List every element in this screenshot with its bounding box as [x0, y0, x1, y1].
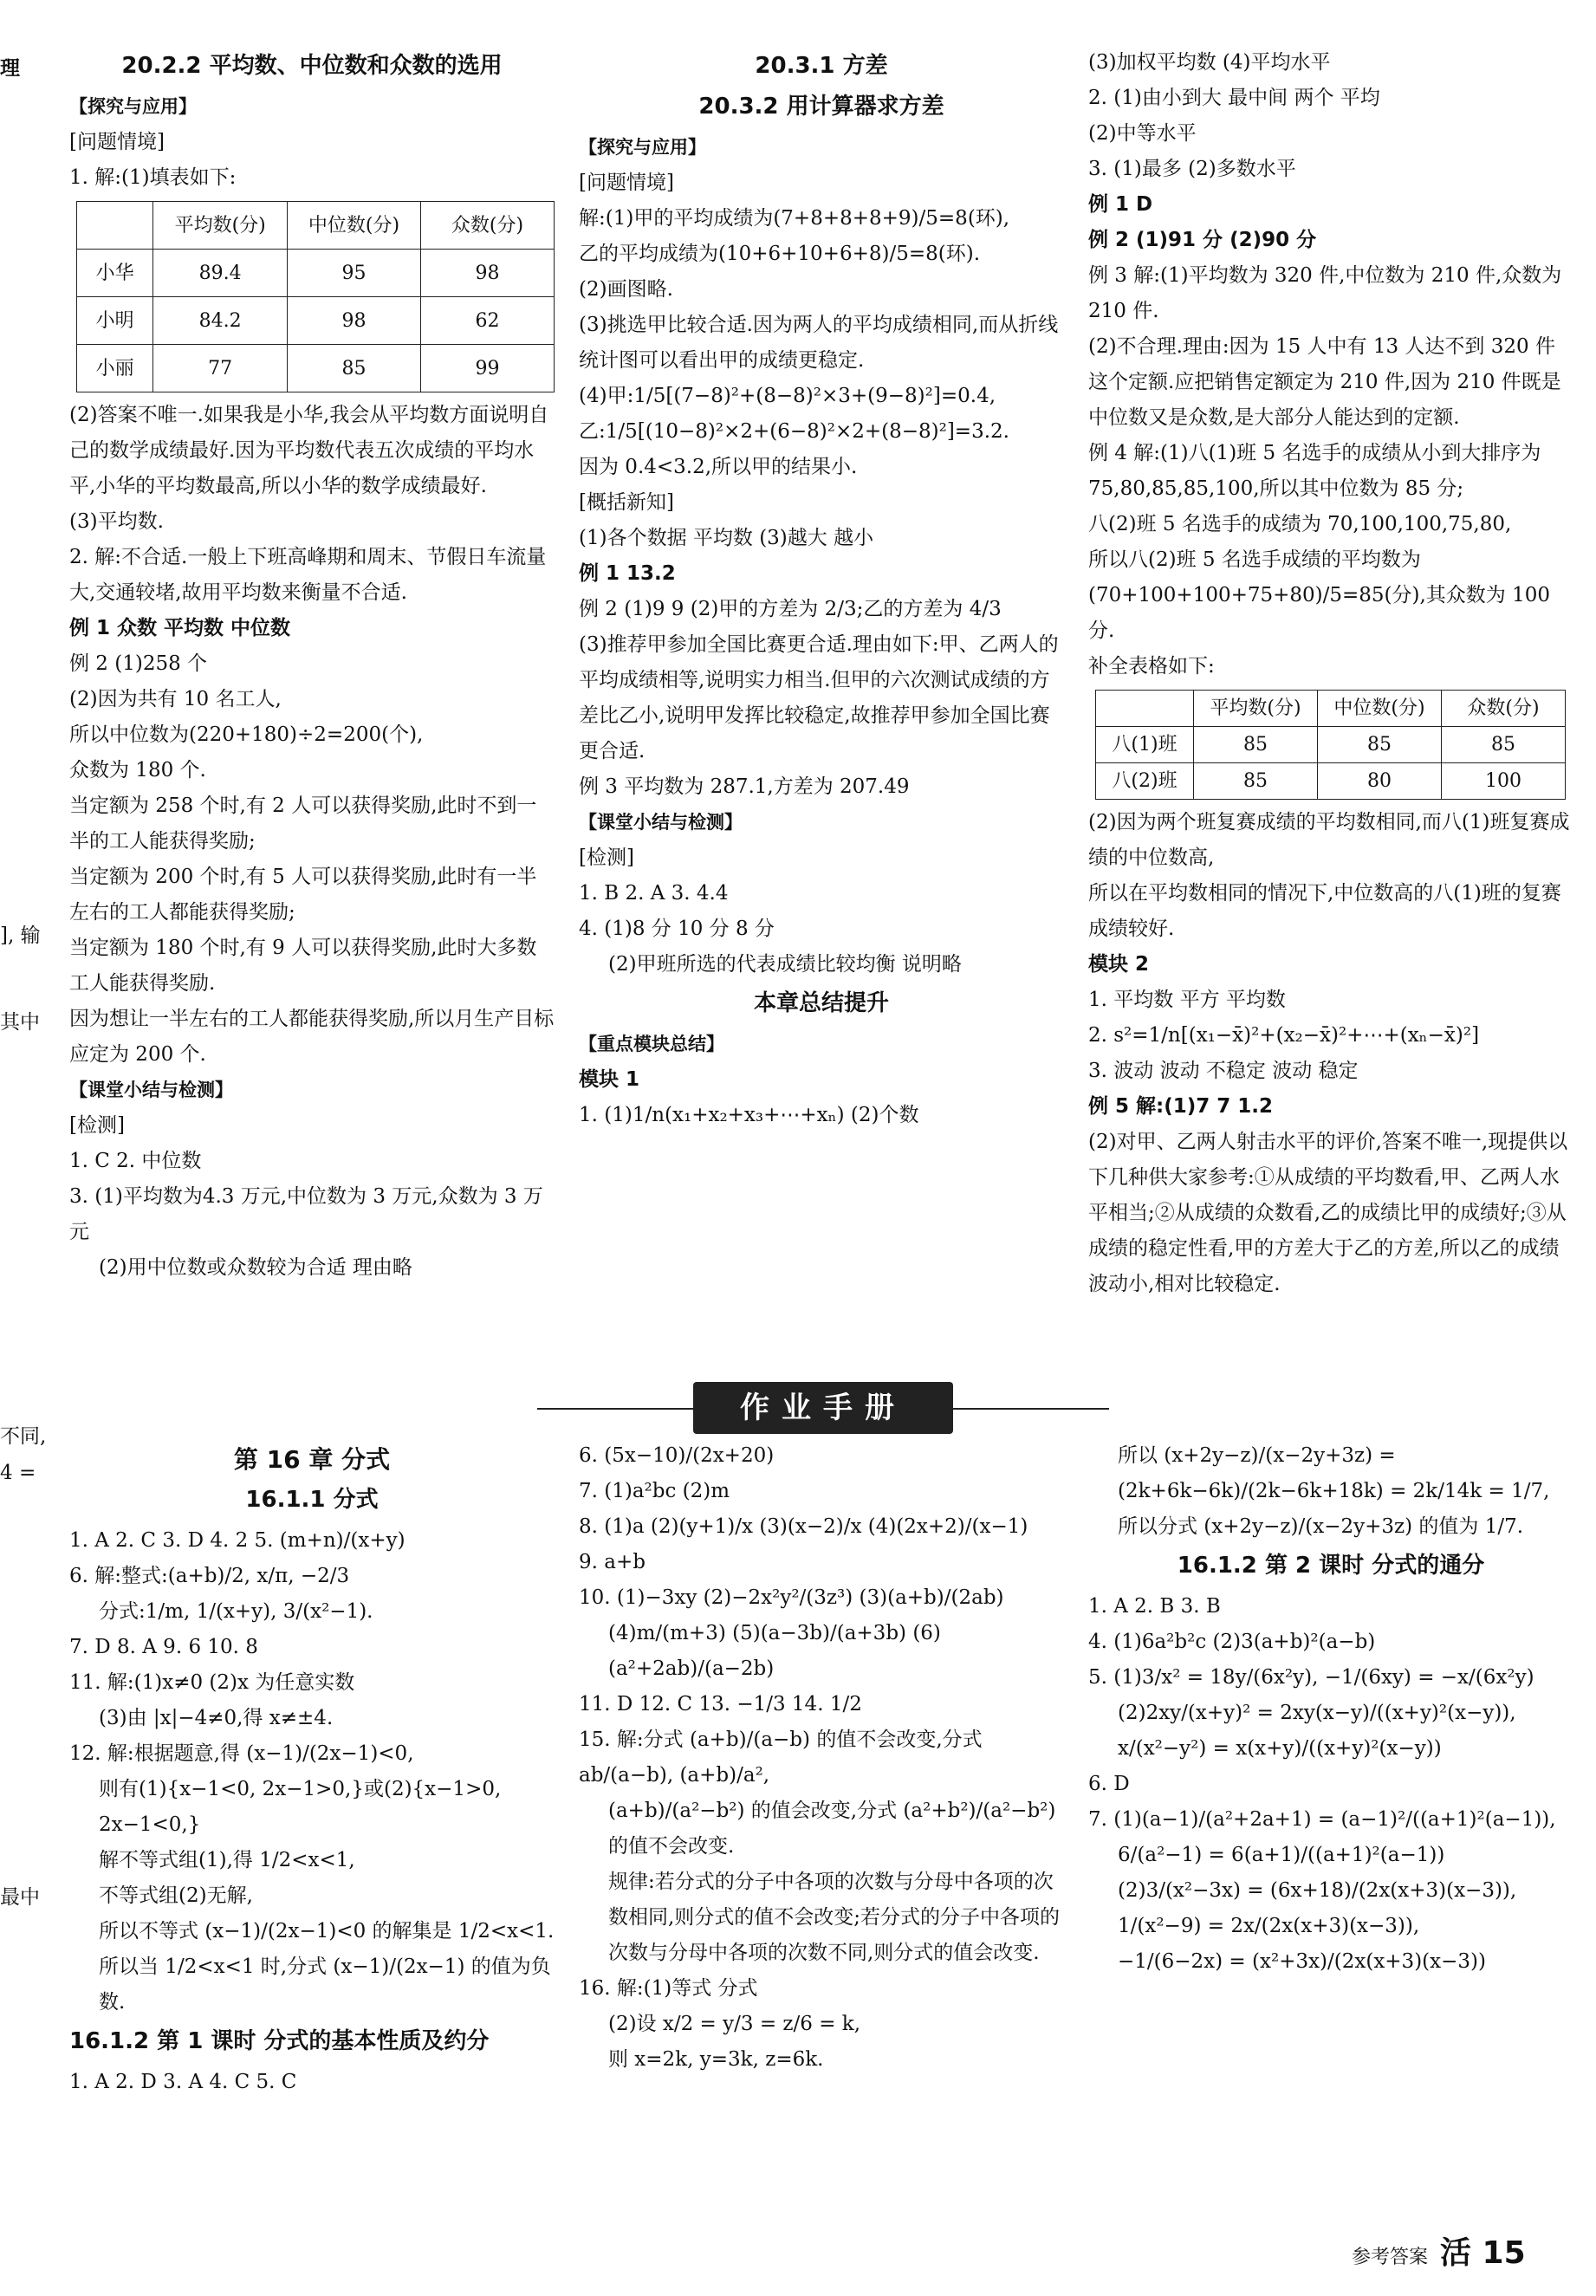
bottom-column-2 — [579, 1438, 1064, 2078]
text-line: (3)挑选甲比较合适.因为两人的平均成绩相同,而从折线统计图可以看出甲的成绩更稳定. — [579, 314, 1059, 372]
text-line: 1. 解:(1)填表如下: — [69, 166, 237, 189]
text-line: (2)答案不唯一.如果我是小华,我会从平均数方面说明自己的数学成绩最好.因为平均数代表五次成绩的平均水平,小华的平均数最高,所以小华的数学成绩最好. — [69, 404, 549, 497]
class-table — [1095, 690, 1566, 800]
label: 模块 2 — [1088, 953, 1150, 976]
table-cell: 98 — [288, 297, 421, 345]
text-line: 5. (1)3/x² = 18y/(6x²y), −1/(6xy) = −x/(6x²y) — [1088, 1666, 1534, 1689]
text-line: (2)因为两个班复赛成绩的平均数相同,而八(1)班复赛成绩的中位数高, — [1088, 811, 1570, 869]
text-line: 1/(x²−9) = 2x/(2x(x+3)(x−3)), — [1118, 1915, 1420, 1937]
table-row — [77, 297, 555, 345]
example-line: 例 4 解:(1)八(1)班 5 名选手的成绩从小到大排序为 75,80,85,85,100,所以其中位数为 85 分; — [1088, 442, 1541, 500]
text-line: 当定额为 258 个时,有 2 人可以获得奖励,此时不到一半的工人能获得奖励; — [69, 795, 537, 853]
text-line: 10. (1)−3xy (2)−2x²y²/(3z³) (3)(a+b)/(2ab) — [579, 1586, 1004, 1609]
text-line: (3)由 |x|−4≠0,得 x≠±4. — [99, 1707, 334, 1729]
text-line: (3)平均数. — [69, 510, 164, 533]
edge-fragment: 不同, — [0, 1425, 47, 1448]
text-line: (3)推荐甲参加全国比赛更合适.理由如下:甲、乙两人的平均成绩相等,说明实力相当.但甲的六次测试成绩的方差比乙小,说明甲发挥比较稳定,故推荐甲参加全国比赛更合适. — [579, 633, 1059, 762]
text-line: 不等式组(2)无解, — [99, 1884, 253, 1907]
table-cell: 100 — [1442, 763, 1566, 800]
text-line: 则 x=2k, y=3k, z=6k. — [608, 2048, 824, 2071]
table-cell: 八(1)班 — [1096, 727, 1194, 763]
label: 【重点模块总结】 — [579, 1034, 724, 1054]
footer-label: 参考答案 — [1352, 2247, 1429, 2268]
column-1 — [69, 45, 555, 1286]
section-title: 20.3.1 方差 — [755, 53, 888, 79]
text-line: 15. 解:分式 (a+b)/(a−b) 的值不会改变,分式 ab/(a−b), (a+b)/a², — [579, 1728, 983, 1787]
score-table — [76, 201, 555, 392]
text-line: 解:(1)甲的平均成绩为(7+8+8+8+9)/5=8(环), — [579, 207, 1010, 230]
text-line: 6/(a²−1) = 6(a+1)/((a+1)²(a−1)) — [1118, 1844, 1445, 1866]
section-title: 20.2.2 平均数、中位数和众数的选用 — [121, 53, 503, 79]
column-2 — [579, 45, 1064, 1133]
table-cell: 98 — [421, 250, 555, 297]
page-footer — [1352, 2235, 1526, 2275]
table-header-row — [77, 202, 555, 250]
text-line: (4)m/(m+3) (5)(a−3b)/(a+3b) (6)(a²+2ab)/(a−2b) — [608, 1622, 941, 1680]
text-line: (2)中等水平 — [1088, 122, 1197, 145]
text-line: (2)2xy/(x+y)² = 2xy(x−y)/((x+y)²(x−y)), — [1118, 1702, 1516, 1724]
table-cell: 85 — [1318, 727, 1442, 763]
section-title: 16.1.2 第 1 课时 分式的基本性质及约分 — [69, 2028, 490, 2054]
example-line: 例 1 众数 平均数 中位数 — [69, 617, 291, 639]
column-3 — [1088, 45, 1573, 1302]
label: [检测] — [69, 1114, 125, 1137]
chapter-title: 第 16 章 分式 — [233, 1445, 391, 1474]
text-line: 乙的平均成绩为(10+6+10+6+8)/5=8(环). — [579, 243, 981, 265]
text-line: (2)3/(x²−3x) = (6x+18)/(2x(x+3)(x−3)), — [1118, 1879, 1517, 1902]
text-line: x/(x²−y²) = x(x+y)/((x+y)²(x−y)) — [1118, 1737, 1442, 1760]
text-line: (3)加权平均数 (4)平均水平 — [1088, 51, 1331, 74]
text-line: 11. 解:(1)x≠0 (2)x 为任意实数 — [69, 1671, 355, 1694]
text-line: −1/(6−2x) = (x²+3x)/(2x(x+3)(x−3)) — [1118, 1950, 1486, 1973]
table-cell: 众数(分) — [421, 202, 555, 250]
text-line: 所以当 1/2<x<1 时,分式 (x−1)/(2x−1) 的值为负数. — [99, 1955, 551, 2014]
edge-fragment: 最中 — [0, 1886, 40, 1909]
table-cell: 平均数(分) — [1194, 691, 1318, 727]
text-line: 12. 解:根据题意,得 (x−1)/(2x−1)<0, — [69, 1742, 414, 1765]
table-header-row — [1096, 691, 1566, 727]
label: 【课堂小结与检测】 — [69, 1080, 233, 1100]
bottom-column-1 — [69, 1438, 555, 2100]
formula-line: 2. s²=1/n[(x₁−x̄)²+(x₂−x̄)²+⋯+(xₙ−x̄)²] — [1088, 1024, 1480, 1047]
label: [问题情境] — [579, 172, 674, 194]
text-line: 4. (1)8 分 10 分 8 分 — [579, 918, 775, 940]
table-cell: 84.2 — [153, 297, 288, 345]
text-line: 当定额为 180 个时,有 9 人可以获得奖励,此时大多数工人能获得奖励. — [69, 937, 537, 995]
table-cell: 77 — [153, 345, 288, 392]
text-line: 2. 解:不合适.一般上下班高峰期和周末、节假日车流量大,交通较堵,故用平均数来衡量不合适. — [69, 546, 547, 604]
edge-fragment: ], 输 — [0, 924, 41, 947]
text-line: 7. (1)(a−1)/(a²+2a+1) = (a−1)²/((a+1)²(a−1)), — [1088, 1808, 1556, 1831]
text-line: 所以中位数为(220+180)÷2=200(个), — [69, 723, 424, 746]
label: [概括新知] — [579, 491, 674, 514]
text-line: 分式:1/m, 1/(x+y), 3/(x²−1). — [99, 1600, 373, 1623]
text-line: (2)因为共有 10 名工人, — [69, 688, 282, 710]
edge-fragment: 4 = — [0, 1462, 36, 1484]
banner-title: 作业手册 — [693, 1382, 953, 1434]
table-cell: 85 — [1442, 727, 1566, 763]
label: [检测] — [579, 846, 634, 869]
text-line: 所以不等式 (x−1)/(2x−1)<0 的解集是 1/2<x<1. — [99, 1920, 555, 1943]
text-line: 1. A 2. B 3. B — [1088, 1595, 1221, 1618]
text-line: 解不等式组(1),得 1/2<x<1, — [99, 1849, 355, 1871]
text-line: 因为 0.4<3.2,所以甲的结果小. — [579, 456, 858, 478]
text-line: (1)各个数据 平均数 (3)越大 越小 — [579, 527, 874, 549]
text-line: 补全表格如下: — [1088, 655, 1215, 678]
text-line: 所以 (x+2y−z)/(x−2y+3z) = (2k+6k−6k)/(2k−6k+18k) = 2k/14k = 1/7, — [1118, 1444, 1550, 1502]
table-cell: 85 — [1194, 763, 1318, 800]
text-line: (2)设 x/2 = y/3 = z/6 = k, — [608, 2013, 861, 2035]
table-row — [1096, 727, 1566, 763]
table-cell: 小明 — [77, 297, 153, 345]
text-line: 6. D — [1088, 1773, 1130, 1795]
table-cell — [77, 202, 153, 250]
example-line: 例 1 13.2 — [579, 562, 676, 585]
example-line: 例 1 D — [1088, 193, 1153, 216]
example-line: 例 3 解:(1)平均数为 320 件,中位数为 210 件,众数为 210 件. — [1088, 264, 1562, 322]
text-line: 8. (1)a (2)(y+1)/x (3)(x−2)/x (4)(2x+2)/(x−1) — [579, 1515, 1028, 1538]
text-line: 所以分式 (x+2y−z)/(x−2y+3z) 的值为 1/7. — [1118, 1515, 1524, 1538]
text-line: 八(2)班 5 名选手的成绩为 70,100,100,75,80, — [1088, 513, 1512, 535]
text-line: 所以在平均数相同的情况下,中位数高的八(1)班的复赛成绩较好. — [1088, 882, 1561, 940]
section-title: 16.1.2 第 2 课时 分式的通分 — [1177, 1553, 1485, 1579]
table-cell: 中位数(分) — [1318, 691, 1442, 727]
text-line: 因为想让一半左右的工人都能获得奖励,所以月生产目标应定为 200 个. — [69, 1008, 555, 1066]
edge-fragment: 其中 — [0, 1011, 40, 1034]
table-cell — [1096, 691, 1194, 727]
table-cell: 95 — [288, 250, 421, 297]
text-line: 4. (1)6a²b²c (2)3(a+b)²(a−b) — [1088, 1631, 1376, 1653]
text-line: 11. D 12. C 13. −1/3 14. 1/2 — [579, 1693, 862, 1716]
example-line: 例 2 (1)9 9 (2)甲的方差为 2/3;乙的方差为 4/3 — [579, 598, 1002, 620]
example-line: 例 5 解:(1)7 7 1.2 — [1088, 1095, 1274, 1118]
table-cell: 80 — [1318, 763, 1442, 800]
text-line: (2)对甲、乙两人射击水平的评价,答案不唯一,现提供以下几种供大家参考:①从成绩的平均数看,甲、乙两人水平相当;②从成绩的众数看,乙的成绩比甲的成绩好;③从成绩的稳定性看,甲的方差大于乙的方差,所以乙的成绩波动小,相对比较稳定. — [1088, 1131, 1568, 1295]
table-cell: 62 — [421, 297, 555, 345]
text-line: (2)画图略. — [579, 278, 673, 301]
text-line: 2. (1)由小到大 最中间 两个 平均 — [1088, 87, 1380, 109]
text-line: 6. 解:整式:(a+b)/2, x/π, −2/3 — [69, 1565, 350, 1587]
table-row — [1096, 763, 1566, 800]
text-line: 1. A 2. C 3. D 4. 2 5. (m+n)/(x+y) — [69, 1529, 405, 1552]
edge-fragment: 理 — [0, 56, 20, 80]
text-line: (2)不合理.理由:因为 15 人中有 13 人达不到 320 件这个定额.应把销售定额定为 210 件,因为 210 件既是中位数又是众数,是大部分人能达到的定额. — [1088, 335, 1561, 429]
text-line: 1. A 2. D 3. A 4. C 5. C — [69, 2071, 297, 2093]
table-cell: 八(2)班 — [1096, 763, 1194, 800]
text-line: 则有(1){x−1<0, 2x−1>0,}或(2){x−1>0, 2x−1<0,} — [99, 1778, 502, 1836]
homework-banner — [537, 1382, 1109, 1434]
table-cell: 中位数(分) — [288, 202, 421, 250]
example-line: 例 2 (1)91 分 (2)90 分 — [1088, 229, 1317, 251]
section-title: 16.1.1 分式 — [245, 1487, 379, 1513]
text-line: 3. (1)最多 (2)多数水平 — [1088, 158, 1296, 180]
text-line: (2)用中位数或众数较为合适 理由略 — [99, 1256, 412, 1279]
text-line: 3. (1)平均数为4.3 万元,中位数为 3 万元,众数为 3 万元 — [69, 1185, 543, 1243]
text-line: 9. a+b — [579, 1551, 646, 1573]
text-line: 1. 平均数 平方 平均数 — [1088, 989, 1286, 1011]
label: 【探究与应用】 — [69, 96, 197, 117]
table-cell: 平均数(分) — [153, 202, 288, 250]
table-cell: 众数(分) — [1442, 691, 1566, 727]
text-line: 当定额为 200 个时,有 5 人可以获得奖励,此时有一半左右的工人都能获得奖励; — [69, 866, 537, 924]
table-row — [77, 250, 555, 297]
text-line: 7. D 8. A 9. 6 10. 8 — [69, 1636, 258, 1658]
text-line: (4)甲:1/5[(7−8)²+(8−8)²×3+(9−8)²]=0.4, — [579, 385, 996, 407]
text-line: (a+b)/(a²−b²) 的值会改变,分式 (a²+b²)/(a²−b²) 的值不会改变. — [608, 1800, 1056, 1858]
text-line: 7. (1)a²bc (2)m — [579, 1480, 730, 1502]
example-line: 例 2 (1)258 个 — [69, 652, 208, 675]
table-cell: 小丽 — [77, 345, 153, 392]
section-title: 20.3.2 用计算器求方差 — [698, 94, 944, 120]
bottom-column-3 — [1088, 1438, 1573, 1980]
text-line: 6. (5x−10)/(2x+20) — [579, 1444, 775, 1467]
text-line: 乙:1/5[(10−8)²×2+(6−8)²×2+(8−8)²]=3.2. — [579, 420, 1009, 443]
table-cell: 99 — [421, 345, 555, 392]
page-number: 活 15 — [1440, 2235, 1526, 2271]
text-line: 所以八(2)班 5 名选手成绩的平均数为(70+100+100+75+80)/5=85(分),其众数为 100 分. — [1088, 548, 1551, 642]
label: [问题情境] — [69, 131, 165, 153]
text-line: 众数为 180 个. — [69, 759, 206, 782]
label: 【课堂小结与检测】 — [579, 812, 743, 833]
text-line: 1. (1)1/n(x₁+x₂+x₃+⋯+xₙ) (2)个数 — [579, 1104, 919, 1126]
section-title: 本章总结提升 — [753, 990, 889, 1016]
text-line: 3. 波动 波动 不稳定 波动 稳定 — [1088, 1060, 1359, 1082]
text-line: 16. 解:(1)等式 分式 — [579, 1977, 758, 2000]
table-row — [77, 345, 555, 392]
text-line: (2)甲班所选的代表成绩比较均衡 说明略 — [608, 953, 962, 976]
text-line: 1. B 2. A 3. 4.4 — [579, 882, 729, 905]
text-line: 1. C 2. 中位数 — [69, 1150, 202, 1172]
table-cell: 85 — [288, 345, 421, 392]
example-line: 例 3 平均数为 287.1,方差为 207.49 — [579, 775, 910, 798]
table-cell: 85 — [1194, 727, 1318, 763]
label: 模块 1 — [579, 1068, 640, 1091]
label: 【探究与应用】 — [579, 137, 706, 158]
table-cell: 小华 — [77, 250, 153, 297]
text-line: 规律:若分式的分子中各项的次数与分母中各项的次数相同,则分式的值不会改变;若分式的分子中各项的次数与分母中各项的次数不同,则分式的值会改变. — [608, 1871, 1061, 1964]
table-cell: 89.4 — [153, 250, 288, 297]
